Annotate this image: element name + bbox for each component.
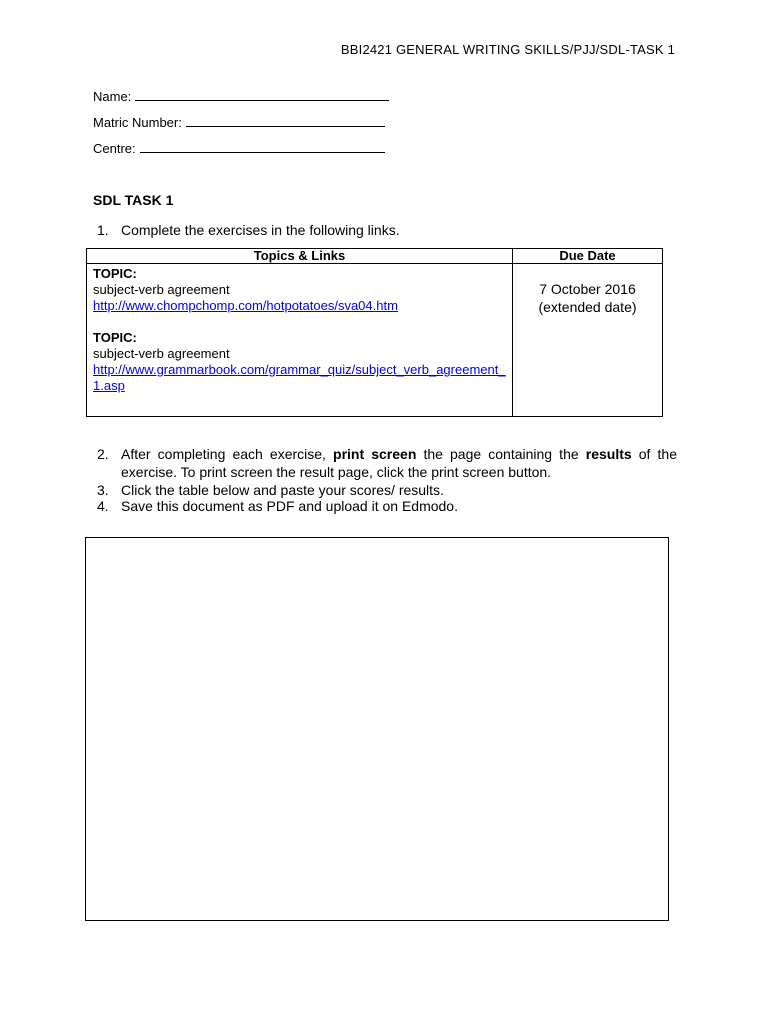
instruction-number: 4. [97,498,109,514]
instruction-number: 2. [97,446,109,462]
topics-links-column-header: Topics & Links [87,249,513,264]
due-date-column-header: Due Date [513,249,663,264]
centre-label: Centre: [93,141,136,156]
topic-2-label: TOPIC: [93,330,137,345]
name-blank-line[interactable] [135,88,389,101]
centre-blank-line[interactable] [140,140,385,153]
table-row [87,264,663,417]
name-field [93,88,389,104]
results-paste-box[interactable] [85,537,669,921]
topic-2-name: subject-verb agreement [93,346,230,361]
topics-cell [87,264,513,417]
table-header-row [87,249,663,264]
centre-field [93,140,385,156]
instruction-text: Click the table below and paste your scores/ results. [121,482,444,498]
instruction-text: Complete the exercises in the following links. [121,222,400,238]
due-date-cell [513,264,663,417]
document-header: BBI2421 GENERAL WRITING SKILLS/PJJ/SDL-TASK 1 [340,42,675,57]
due-date-value: 7 October 2016 [539,281,636,297]
print-screen-emphasis: print screen [333,446,417,462]
results-emphasis: results [585,446,632,462]
instruction-text: After completing each exercise, print screen the page containing the results of the exercise. To print screen the result page, click the print screen button. [121,446,677,480]
due-date-note: (extended date) [538,299,637,315]
name-label: Name: [93,89,132,104]
topic-1-name: subject-verb agreement [93,282,230,297]
instruction-number: 3. [97,482,109,498]
topic-1-link[interactable]: http://www.chompchomp.com/hotpotatoes/sva04.htm [93,298,398,313]
task-title: SDL TASK 1 [93,192,174,208]
matric-number-field [93,114,385,130]
instruction-number: 1. [97,222,109,238]
topic-1-label: TOPIC: [93,266,137,281]
matric-number-label: Matric Number: [93,115,182,130]
instruction-text: Save this document as PDF and upload it on Edmodo. [121,498,458,514]
topic-2-link[interactable]: http://www.grammarbook.com/grammar_quiz/subject_verb_agreement_1.asp [93,362,506,393]
matric-number-blank-line[interactable] [186,114,385,127]
topics-links-table [86,248,663,417]
